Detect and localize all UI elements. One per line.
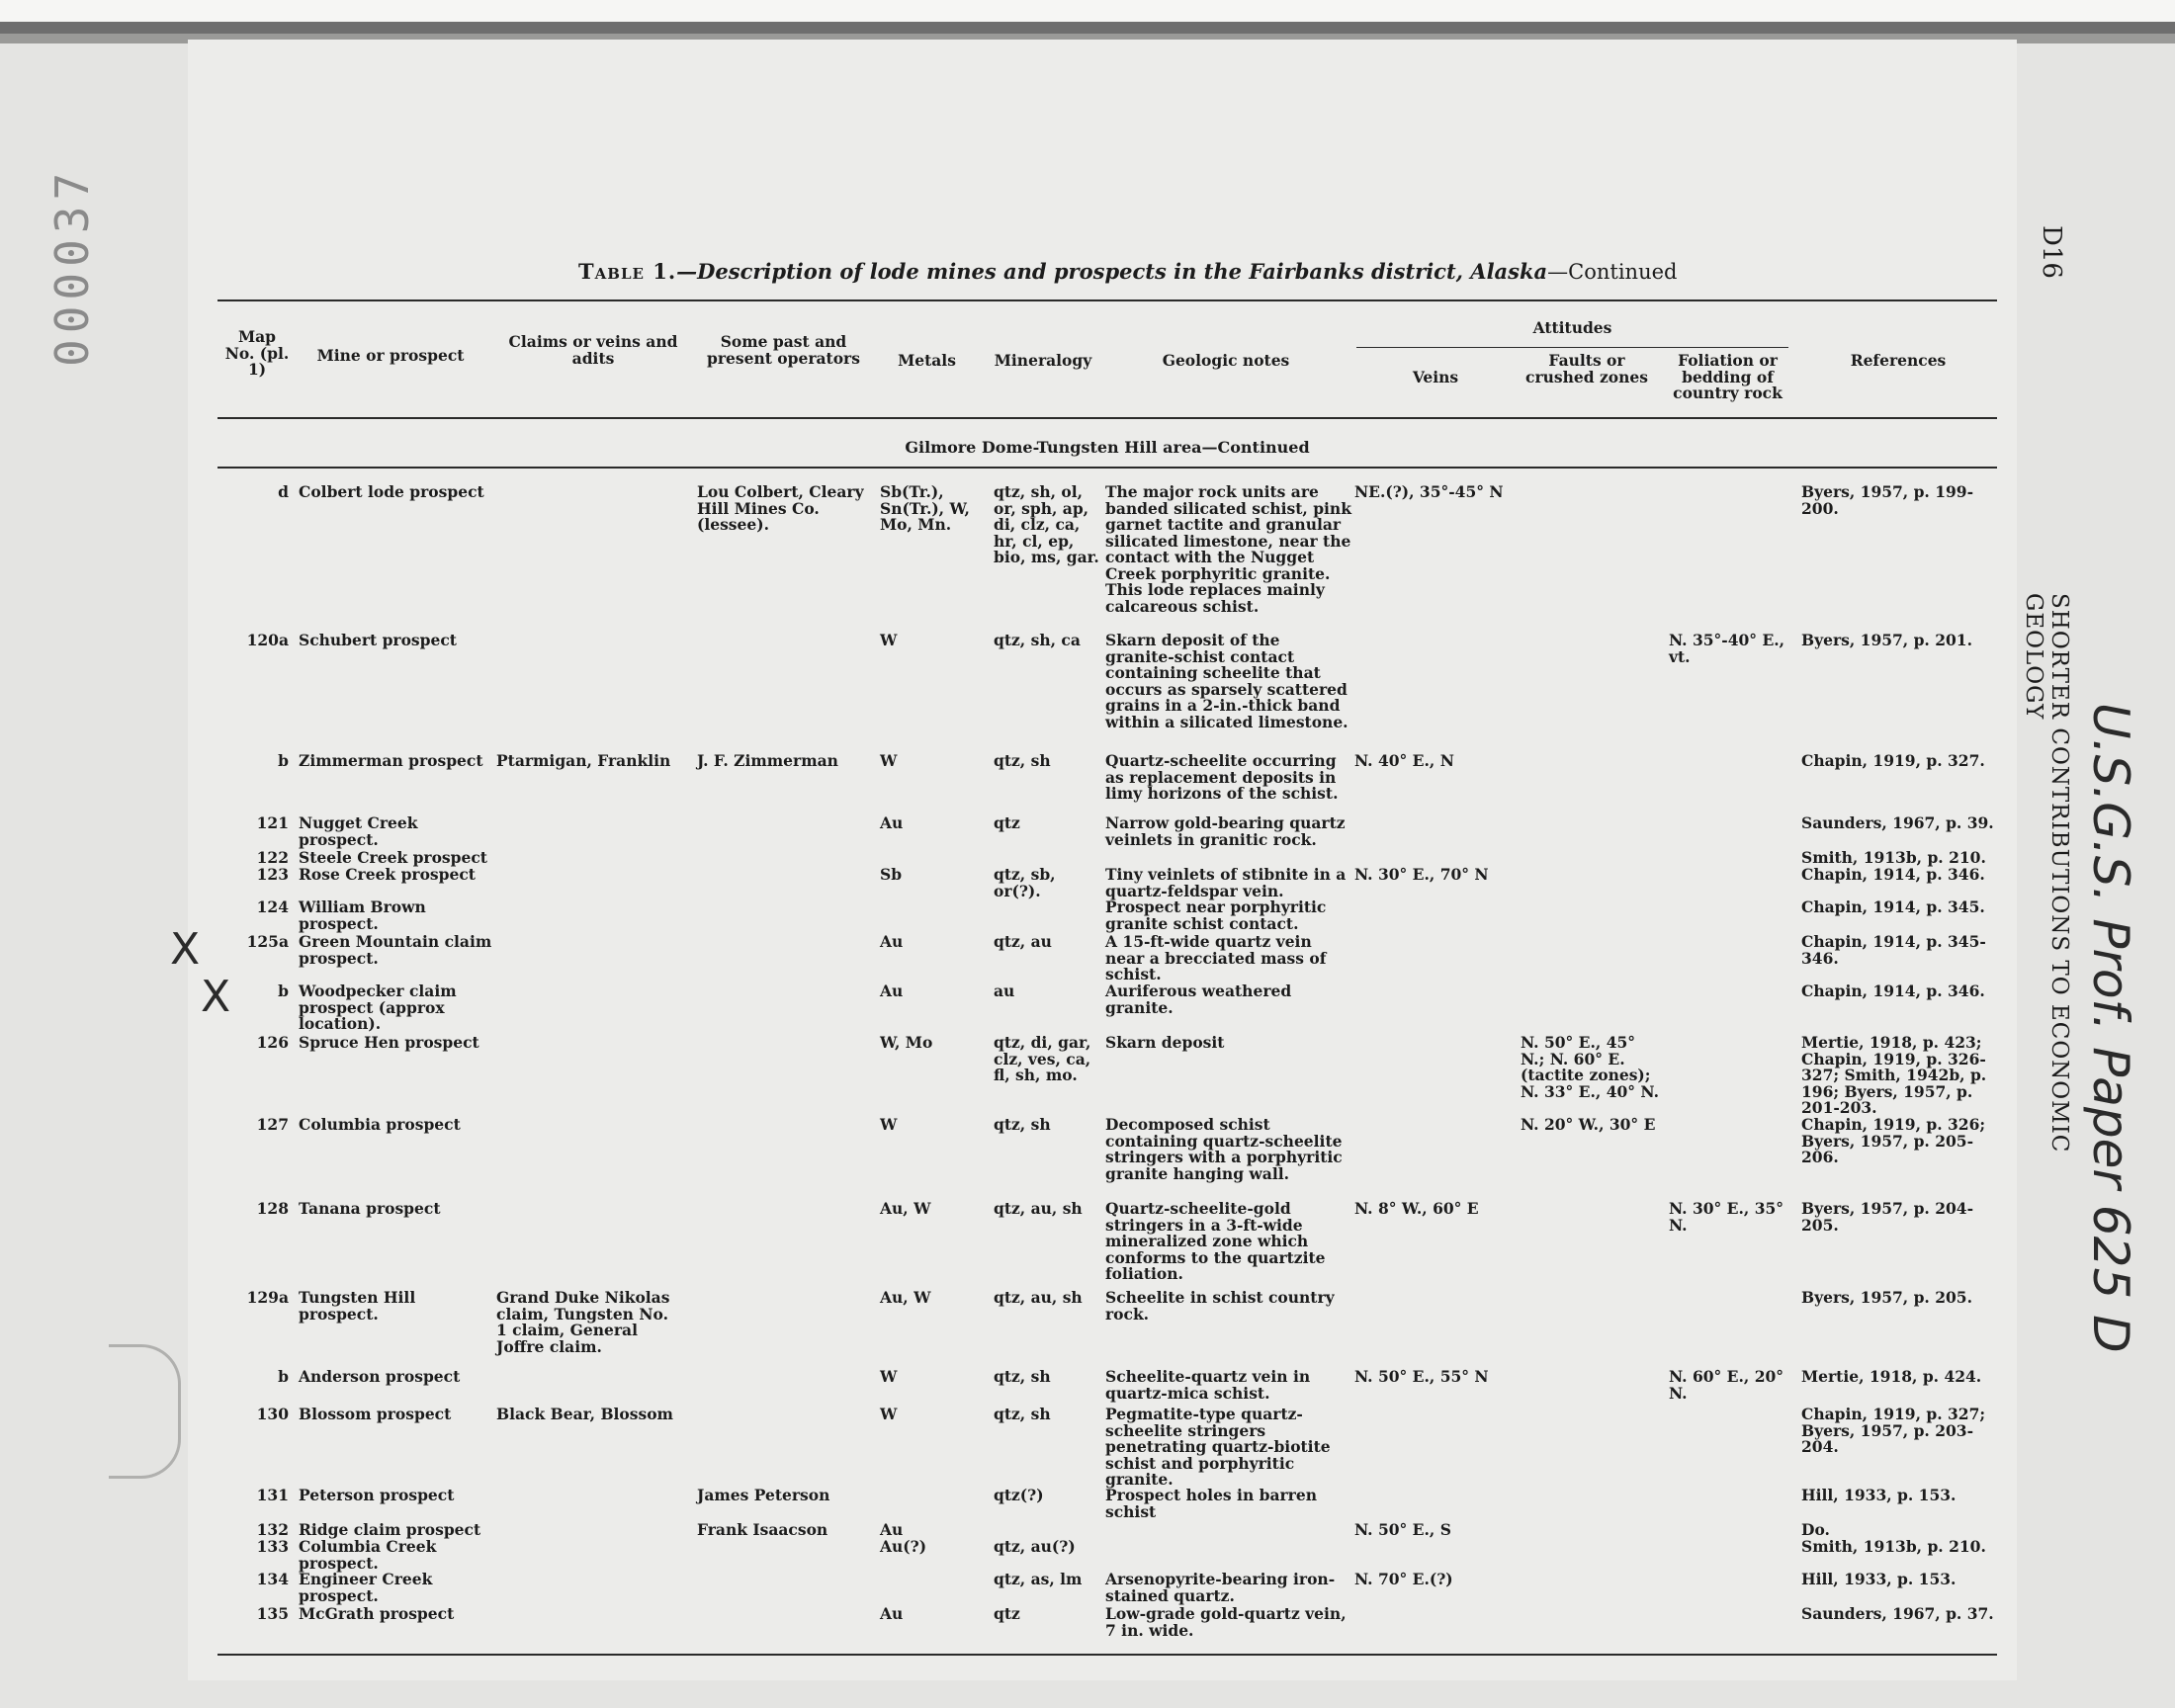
cell-references: Smith, 1913b, p. 210. (1801, 1537, 1986, 1556)
cell-veins: N. 50° E., 55° N (1354, 1367, 1489, 1386)
cell-operators: Frank Isaacson (697, 1520, 828, 1539)
cell-map-no: 121 (256, 813, 289, 832)
cell-map-no: 132 (256, 1520, 289, 1539)
cell-metals: Au (880, 1604, 904, 1623)
table-top-rule (218, 299, 1997, 301)
caption-label: Table 1. (578, 259, 677, 284)
page-number: D16 (2037, 225, 2066, 279)
header-references: References (1850, 351, 1947, 370)
cell-map-no: 125a (246, 932, 289, 951)
cell-references: Saunders, 1967, p. 37. (1801, 1604, 1994, 1623)
cell-metals: Au, W (880, 1288, 931, 1307)
cell-references: Saunders, 1967, p. 39. (1801, 813, 1994, 832)
cell-faults: N. 20° W., 30° E (1521, 1115, 1656, 1134)
cell-mine: Ridge claim prospect (299, 1520, 481, 1539)
cell-map-no: 131 (256, 1486, 289, 1504)
cell-mine: Steele Creek prospect (299, 848, 487, 867)
cell-references: Hill, 1933, p. 153. (1801, 1486, 1957, 1504)
cell-veins: N. 50° E., S (1354, 1520, 1451, 1539)
cell-map-no: 128 (256, 1199, 289, 1218)
cell-references: Chapin, 1914, p. 345. (1801, 897, 1985, 916)
cell-map-no: 124 (256, 897, 289, 916)
cell-mine: Colbert lode prospect (299, 482, 484, 501)
cell-geologic-notes: Auriferous weathered granite. (1105, 982, 1292, 1017)
cell-references: Byers, 1957, p. 205. (1801, 1288, 1972, 1307)
cell-metals: W (880, 1115, 898, 1134)
cell-map-no: 129a (246, 1288, 289, 1307)
cell-metals: Au (880, 1520, 904, 1539)
cell-faults: N. 50° E., 45° N.; N. 60° E. (tactite zones); N. 33° E., 40° N. (1521, 1033, 1659, 1101)
cell-mine: Tungsten Hill prospect. (299, 1288, 416, 1324)
cell-mineralogy: qtz, sh, ca (994, 631, 1081, 649)
cell-map-no: 120a (246, 631, 289, 649)
header-foliation: Foliation or bedding of country rock (1673, 351, 1783, 402)
cell-references: Do. (1801, 1520, 1830, 1539)
page-stamp: 000037 (45, 166, 99, 368)
cell-geologic-notes: Narrow gold-bearing quartz veinlets in granitic rock. (1105, 813, 1346, 849)
cell-map-no: b (278, 751, 289, 770)
cell-mine: Tanana prospect (299, 1199, 441, 1218)
cell-metals: Au (880, 982, 904, 1000)
cell-mine: Rose Creek prospect (299, 865, 476, 884)
cell-metals: Au (880, 932, 904, 951)
cell-veins: N. 70° E.(?) (1354, 1570, 1453, 1588)
cell-map-no: 134 (256, 1570, 289, 1588)
running-head: SHORTER CONTRIBUTIONS TO ECONOMIC GEOLOGY (2021, 593, 2072, 1153)
cell-veins: N. 8° W., 60° E (1354, 1199, 1479, 1218)
cell-foliation: N. 30° E., 35° N. (1669, 1199, 1784, 1235)
cell-metals: W (880, 1405, 898, 1423)
header-mine: Mine or prospect (316, 346, 465, 365)
cell-geologic-notes: Quartz-scheelite-gold stringers in a 3-ft-wide mineralized zone which conforms to the quartzite foliation. (1105, 1199, 1326, 1283)
cell-foliation: N. 35°-40° E., vt. (1669, 631, 1785, 666)
cell-mine: Woodpecker claim prospect (approx location). (299, 982, 457, 1033)
cell-geologic-notes: Pegmatite-type quartz-scheelite stringers penetrating quartz-biotite schist and porphyritic granite. (1105, 1405, 1331, 1489)
cell-mineralogy: qtz, sh (994, 1115, 1051, 1134)
header-bottom-rule (218, 417, 1997, 419)
cell-geologic-notes: A 15-ft-wide quartz vein near a brecciated mass of schist. (1105, 932, 1327, 983)
cell-mineralogy: qtz, sh, ol, or, sph, ap, di, clz, ca, hr, cl, ep, bio, ms, gar. (994, 482, 1099, 566)
cell-geologic-notes: Scheelite in schist country rock. (1105, 1288, 1335, 1324)
cell-map-no: b (278, 982, 289, 1000)
cell-claims: Black Bear, Blossom (496, 1405, 673, 1423)
cell-geologic-notes: Quartz-scheelite occurring as replacement deposits in limy horizons of the schist. (1105, 751, 1339, 803)
check-mark: X (201, 972, 231, 1022)
cell-mine: Schubert prospect (299, 631, 457, 649)
cell-operators: James Peterson (697, 1486, 830, 1504)
cell-map-no: 123 (256, 865, 289, 884)
cell-metals: W (880, 1367, 898, 1386)
header-metals: Metals (898, 351, 956, 370)
cell-claims: Grand Duke Nikolas claim, Tungsten No. 1 claim, General Joffre claim. (496, 1288, 670, 1356)
cell-claims: Ptarmigan, Franklin (496, 751, 671, 770)
header-claims: Claims or veins and adits (508, 332, 678, 368)
cell-references: Byers, 1957, p. 204-205. (1801, 1199, 1974, 1235)
header-mineralogy: Mineralogy (994, 351, 1092, 370)
cell-geologic-notes: Tiny veinlets of stibnite in a quartz-feldspar vein. (1105, 865, 1347, 900)
cell-references: Chapin, 1919, p. 327. (1801, 751, 1985, 770)
cell-map-no: 130 (256, 1405, 289, 1423)
attitudes-rule (1356, 347, 1788, 348)
cell-foliation: N. 60° E., 20° N. (1669, 1367, 1784, 1403)
cell-mineralogy: qtz (994, 813, 1020, 832)
cell-mineralogy: qtz, sh (994, 1367, 1051, 1386)
cell-geologic-notes: Low-grade gold-quartz vein, 7 in. wide. (1105, 1604, 1347, 1640)
cell-map-no: d (278, 482, 289, 501)
cell-veins: N. 40° E., N (1354, 751, 1454, 770)
cell-references: Hill, 1933, p. 153. (1801, 1570, 1957, 1588)
cell-metals: Au (880, 813, 904, 832)
cell-geologic-notes: Decomposed schist containing quartz-scheelite stringers with a porphyritic granite hanging wall. (1105, 1115, 1343, 1183)
cell-mineralogy: qtz, di, gar, clz, ves, ca, fl, sh, mo. (994, 1033, 1091, 1084)
cell-mine: Columbia prospect (299, 1115, 461, 1134)
check-mark: X (170, 924, 201, 975)
handwritten-note: U.S.G.S. Prof. Paper 625 D (2082, 703, 2139, 1353)
header-veins: Veins (1412, 368, 1459, 386)
cell-metals: Au(?) (880, 1537, 927, 1556)
cell-metals: Sb (880, 865, 903, 884)
table-bottom-rule (218, 1654, 1997, 1656)
cell-geologic-notes: Skarn deposit of the granite-schist contact containing scheelite that occurs as sparsely scattered grains in a 2-in.-thick band within a silicated limestone. (1105, 631, 1348, 731)
header-map-no: Map No. (pl. 1) (224, 327, 290, 379)
cell-mine: Nugget Creek prospect. (299, 813, 418, 849)
cell-references: Chapin, 1914, p. 345-346. (1801, 932, 1986, 968)
cell-mineralogy: qtz, au(?) (994, 1537, 1076, 1556)
cell-references: Chapin, 1919, p. 327; Byers, 1957, p. 203-204. (1801, 1405, 1986, 1456)
cell-metals: W, Mo (880, 1033, 933, 1052)
cell-veins: NE.(?), 35°-45° N (1354, 482, 1504, 501)
cell-metals: Au, W (880, 1199, 931, 1218)
cell-mine: William Brown prospect. (299, 897, 426, 933)
header-attitudes: Attitudes (1532, 318, 1612, 337)
cell-references: Chapin, 1914, p. 346. (1801, 982, 1985, 1000)
cell-references: Mertie, 1918, p. 423; Chapin, 1919, p. 326-327; Smith, 1942b, p. 196; Byers, 1957, p. 201-203. (1801, 1033, 1987, 1117)
cell-geologic-notes: Scheelite-quartz vein in quartz-mica schist. (1105, 1367, 1311, 1403)
cell-references: Chapin, 1914, p. 346. (1801, 865, 1985, 884)
cell-mineralogy: qtz, au, sh (994, 1288, 1083, 1307)
caption-suffix: —Continued (1547, 260, 1678, 284)
header-geologic-notes: Geologic notes (1162, 351, 1290, 370)
cell-mine: Peterson prospect (299, 1486, 455, 1504)
cell-references: Smith, 1913b, p. 210. (1801, 848, 1986, 867)
cell-geologic-notes: Skarn deposit (1105, 1033, 1225, 1052)
cell-metals: W (880, 751, 898, 770)
cell-map-no: 122 (256, 848, 289, 867)
cell-mineralogy: qtz, sb, or(?). (994, 865, 1056, 900)
cell-references: Byers, 1957, p. 199-200. (1801, 482, 1974, 518)
cell-references: Mertie, 1918, p. 424. (1801, 1367, 1982, 1386)
cell-references: Byers, 1957, p. 201. (1801, 631, 1972, 649)
header-operators: Some past and present operators (707, 332, 860, 368)
cell-metals: W (880, 631, 898, 649)
cell-map-no: b (278, 1367, 289, 1386)
cell-mineralogy: qtz (994, 1604, 1020, 1623)
cell-mine: Spruce Hen prospect (299, 1033, 479, 1052)
cell-mineralogy: qtz(?) (994, 1486, 1044, 1504)
cell-map-no: 135 (256, 1604, 289, 1623)
cell-geologic-notes: Prospect holes in barren schist (1105, 1486, 1317, 1521)
section-title: Gilmore Dome-Tungsten Hill area—Continued (905, 438, 1310, 457)
header-faults: Faults or crushed zones (1525, 351, 1648, 386)
cell-mineralogy: qtz, as, lm (994, 1570, 1083, 1588)
cell-operators: J. F. Zimmerman (697, 751, 838, 770)
cell-mineralogy: qtz, au (994, 932, 1052, 951)
section-rule (218, 467, 1997, 469)
cell-metals: Sb(Tr.), Sn(Tr.), W, Mo, Mn. (880, 482, 970, 534)
cell-mine: Columbia Creek prospect. (299, 1537, 437, 1573)
cell-map-no: 133 (256, 1537, 289, 1556)
cell-mineralogy: qtz, sh (994, 751, 1051, 770)
cell-veins: N. 30° E., 70° N (1354, 865, 1489, 884)
cell-map-no: 126 (256, 1033, 289, 1052)
cell-mine: Green Mountain claim prospect. (299, 932, 492, 968)
paperclip-mark (109, 1344, 181, 1479)
cell-geologic-notes: The major rock units are banded silicated schist, pink garnet tactite and granular silicated limestone, near the contact with the Nugget Creek porphyritic granite. This lode replaces mainly calcareous schist. (1105, 482, 1351, 616)
cell-mineralogy: qtz, sh (994, 1405, 1051, 1423)
cell-geologic-notes: Arsenopyrite-bearing iron-stained quartz. (1105, 1570, 1336, 1605)
cell-geologic-notes: Prospect near porphyritic granite schist contact. (1105, 897, 1327, 933)
cell-references: Chapin, 1919, p. 326; Byers, 1957, p. 205-206. (1801, 1115, 1986, 1166)
cell-mine: Engineer Creek prospect. (299, 1570, 433, 1605)
cell-mine: Zimmerman prospect (299, 751, 483, 770)
cell-mine: Blossom prospect (299, 1405, 452, 1423)
cell-mineralogy: au (994, 982, 1015, 1000)
table-caption (218, 259, 1997, 291)
cell-operators: Lou Colbert, Cleary Hill Mines Co. (lessee). (697, 482, 864, 534)
cell-mine: Anderson prospect (299, 1367, 461, 1386)
cell-mineralogy: qtz, au, sh (994, 1199, 1083, 1218)
cell-mine: McGrath prospect (299, 1604, 455, 1623)
caption-title: —Description of lode mines and prospects in the Fairbanks district, Alaska (676, 259, 1548, 284)
cell-map-no: 127 (256, 1115, 289, 1134)
